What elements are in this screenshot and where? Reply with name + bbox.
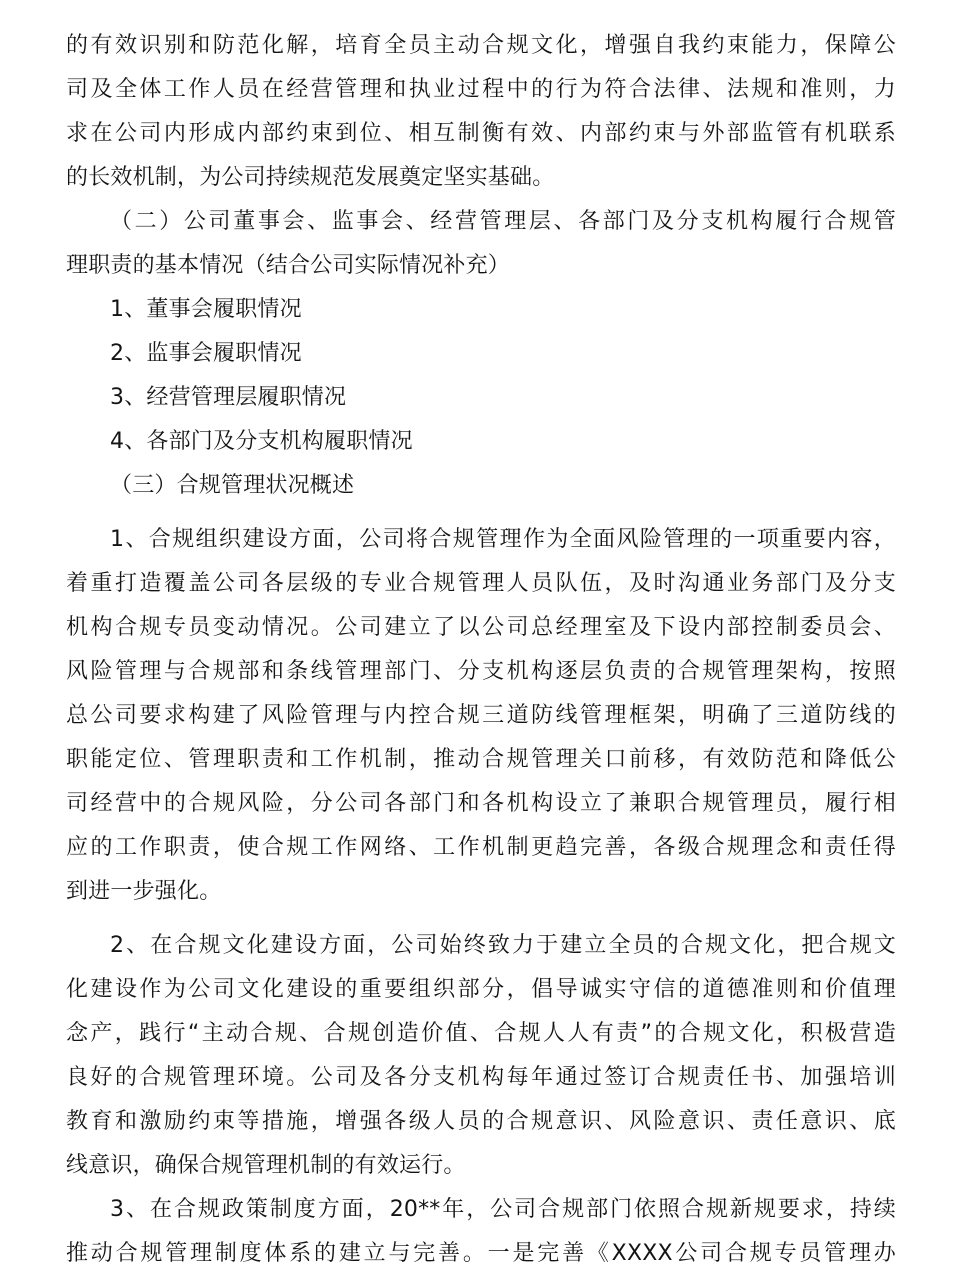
list-item: 4、各部门及分支机构履职情况 bbox=[110, 429, 413, 454]
paragraph-org-building bbox=[66, 518, 896, 914]
text-line: 风险管理与合规部和条线管理部门、分支机构逐层负责的合规管理架构，按照 bbox=[66, 659, 896, 684]
paragraph-policy-system bbox=[66, 1188, 896, 1276]
text-line: 司及全体工作人员在经营管理和执业过程中的行为符合法律、法规和准则，力 bbox=[66, 77, 896, 102]
text-line: 职能定位、管理职责和工作机制，推动合规管理关口前移，有效防范和降低公 bbox=[66, 747, 896, 772]
text-line: 化建设作为公司文化建设的重要组织部分，倡导诚实守信的道德准则和价值理 bbox=[66, 977, 896, 1002]
text-line: 理职责的基本情况（结合公司实际情况补充） bbox=[66, 253, 511, 278]
list-item: 3、经营管理层履职情况 bbox=[110, 385, 347, 410]
text-line: 机构合规专员变动情况。公司建立了以公司总经理室及下设内部控制委员会、 bbox=[66, 615, 896, 640]
list-item: 1、董事会履职情况 bbox=[110, 297, 302, 322]
intro-paragraph bbox=[66, 24, 896, 200]
section2-heading bbox=[66, 200, 896, 288]
text-line: 求在公司内形成内部约束到位、相互制衡有效、内部约束与外部监管有机联系 bbox=[66, 121, 896, 146]
text-line: 总公司要求构建了风险管理与内控合规三道防线管理框架，明确了三道防线的 bbox=[66, 703, 896, 728]
document-page bbox=[66, 24, 896, 1276]
list-item: 2、监事会履职情况 bbox=[110, 341, 302, 366]
text-line: 教育和激励约束等措施，增强各级人员的合规意识、风险意识、责任意识、底 bbox=[66, 1109, 896, 1134]
text-line: 推动合规管理制度体系的建立与完善。一是完善《XXXX公司合规专员管理办 bbox=[66, 1241, 896, 1266]
text-line: 线意识，确保合规管理机制的有效运行。 bbox=[66, 1153, 466, 1178]
text-line: 2、在合规文化建设方面，公司始终致力于建立全员的合规文化，把合规文 bbox=[110, 933, 896, 958]
text-line: 良好的合规管理环境。公司及各分支机构每年通过签订合规责任书、加强培训 bbox=[66, 1065, 896, 1090]
text-line: 司经营中的合规风险，分公司各部门和各机构设立了兼职合规管理员，履行相 bbox=[66, 791, 896, 816]
section3-heading: （三）合规管理状况概述 bbox=[110, 473, 355, 498]
paragraph-culture-building bbox=[66, 924, 896, 1188]
section2-list bbox=[66, 288, 896, 464]
text-line: 念产，践行“主动合规、合规创造价值、合规人人有责”的合规文化，积极营造 bbox=[66, 1021, 896, 1046]
text-line: （二）公司董事会、监事会、经营管理层、各部门及分支机构履行合规管 bbox=[110, 209, 896, 234]
text-line: 应的工作职责，使合规工作网络、工作机制更趋完善，各级合规理念和责任得 bbox=[66, 835, 896, 860]
text-line: 的有效识别和防范化解，培育全员主动合规文化，增强自我约束能力，保障公 bbox=[66, 33, 896, 58]
text-line: 着重打造覆盖公司各层级的专业合规管理人员队伍，及时沟通业务部门及分支 bbox=[66, 571, 896, 596]
text-line: 的长效机制，为公司持续规范发展奠定坚实基础。 bbox=[66, 165, 555, 190]
text-line: 到进一步强化。 bbox=[66, 879, 222, 904]
text-line: 3、在合规政策制度方面，20**年，公司合规部门依照合规新规要求，持续 bbox=[110, 1197, 896, 1222]
text-line: 1、合规组织建设方面，公司将合规管理作为全面风险管理的一项重要内容， bbox=[110, 527, 896, 552]
